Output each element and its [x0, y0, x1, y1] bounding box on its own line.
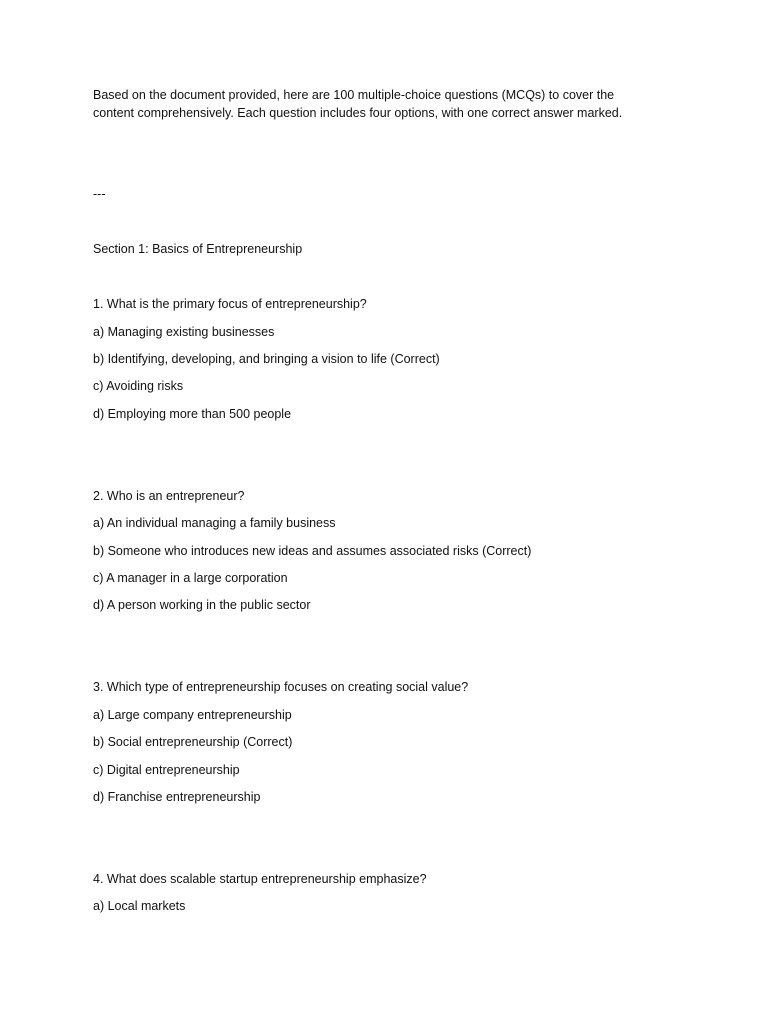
- question-2-option-c: c) A manager in a large corporation: [93, 571, 288, 585]
- question-2-option-d: d) A person working in the public sector: [93, 598, 311, 612]
- question-2-option-b: b) Someone who introduces new ideas and assumes associated risks (Correct): [93, 544, 532, 558]
- question-1-option-d: d) Employing more than 500 people: [93, 407, 292, 421]
- separator: ---: [93, 187, 106, 201]
- question-3-option-a: a) Large company entrepreneurship: [93, 708, 292, 722]
- question-3-option-d: d) Franchise entrepreneurship: [93, 790, 261, 804]
- intro-line-1: Based on the document provided, here are 100 multiple-choice questions (MCQs) to cover the: [93, 88, 615, 102]
- question-4-option-a: a) Local markets: [93, 899, 186, 913]
- question-1: 1. What is the primary focus of entrepreneurship?: [93, 297, 367, 311]
- section-title: Section 1: Basics of Entrepreneurship: [93, 242, 303, 256]
- question-4: 4. What does scalable startup entrepreneurship emphasize?: [93, 872, 427, 886]
- question-1-option-a: a) Managing existing businesses: [93, 325, 275, 339]
- question-2: 2. Who is an entrepreneur?: [93, 489, 245, 503]
- intro-line-2: content comprehensively. Each question includes four options, with one correct answer marked.: [93, 106, 623, 120]
- question-3: 3. Which type of entrepreneurship focuses on creating social value?: [93, 680, 469, 694]
- question-3-option-c: c) Digital entrepreneurship: [93, 763, 240, 777]
- question-1-option-c: c) Avoiding risks: [93, 379, 184, 393]
- question-3-option-b: b) Social entrepreneurship (Correct): [93, 735, 293, 749]
- question-2-option-a: a) An individual managing a family business: [93, 516, 336, 530]
- question-1-option-b: b) Identifying, developing, and bringing a vision to life (Correct): [93, 352, 440, 366]
